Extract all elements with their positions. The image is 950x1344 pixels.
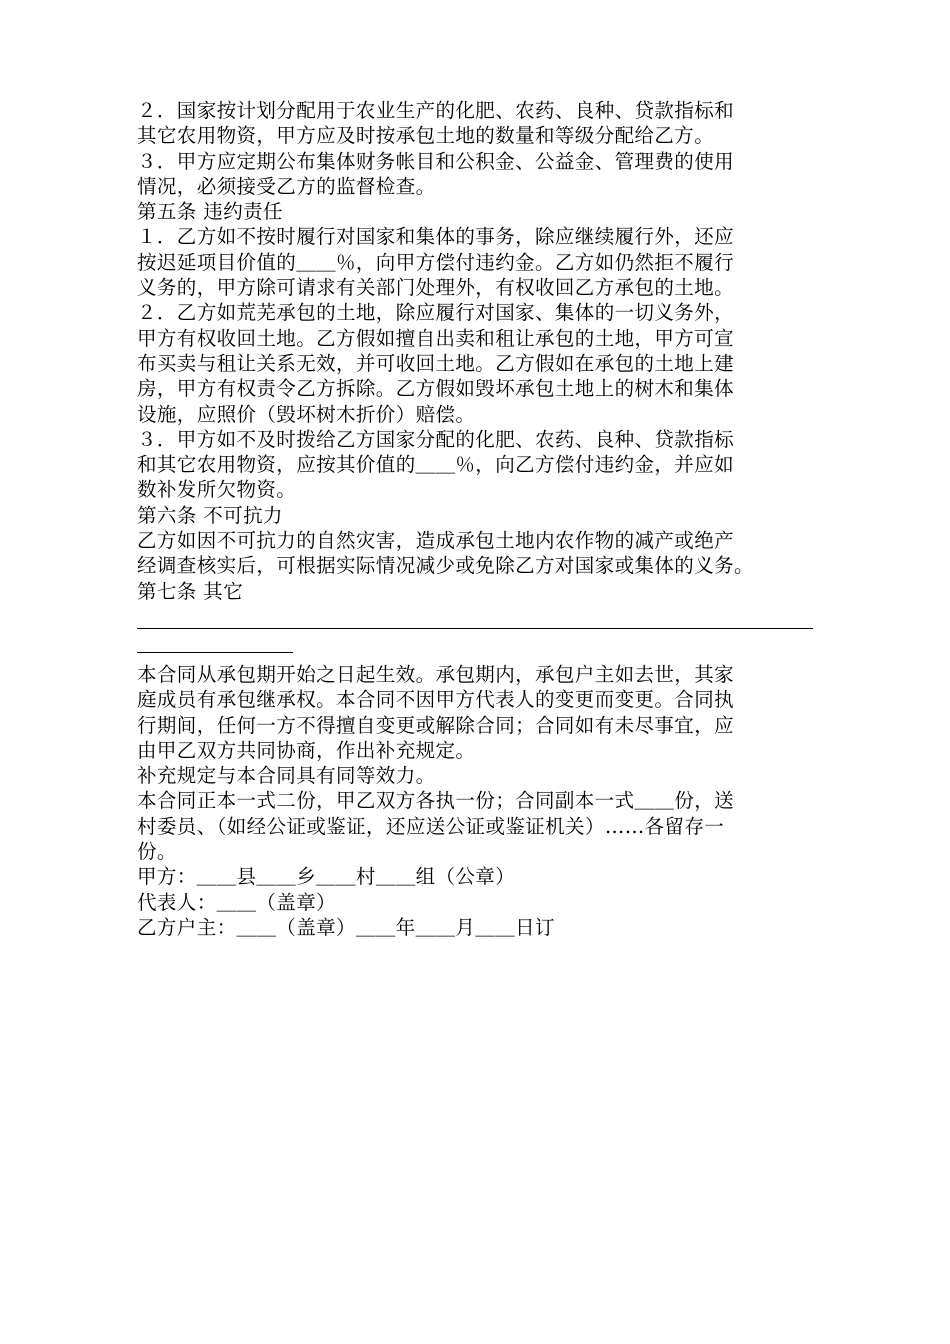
text-line: 经调查核实后，可根据实际情况减少或免除乙方对国家或集体的义务。 — [137, 554, 754, 578]
text-line: 本合同正本一式二份，甲乙双方各执一份；合同副本一式＿＿份，送 — [137, 789, 735, 813]
text-line: 情况，必须接受乙方的监督检查。 — [137, 174, 436, 198]
text-line: 数补发所欠物资。 — [137, 478, 297, 502]
text-line: 甲方有权收回土地。乙方假如擅自出卖和租让承包的土地，甲方可宣 — [137, 326, 735, 350]
text-line: 和其它农用物资，应按其价值的＿＿％，向乙方偿付违约金，并应如 — [137, 453, 735, 477]
text-line: 布买卖与租让关系无效，并可收回土地。乙方假如在承包的土地上建 — [137, 351, 735, 375]
party-a-signature-line: 甲方：＿＿县＿＿乡＿＿村＿＿组（公章） — [137, 865, 516, 889]
text-line: 乙方如因不可抗力的自然灾害，造成承包土地内农作物的减产或绝产 — [137, 529, 735, 553]
text-line: 按迟延项目价值的＿＿％，向甲方偿付违约金。乙方如仍然拒不履行 — [137, 250, 735, 274]
contract-page — [137, 98, 817, 940]
section-heading-article-6: 第六条 不可抗力 — [137, 503, 283, 527]
section-heading-article-5: 第五条 违约责任 — [137, 200, 283, 224]
text-line: 房，甲方有权责令乙方拆除。乙方假如毁坏承包土地上的树木和集体 — [137, 377, 735, 401]
contract-text-upper — [137, 98, 817, 604]
text-line: 设施，应照价（毁坏树木折价）赔偿。 — [137, 402, 476, 426]
contract-text-lower — [137, 662, 817, 940]
text-line: 其它农用物资，甲方应及时按承包土地的数量和等级分配给乙方。 — [137, 124, 715, 148]
text-line: 本合同从承包期开始之日起生效。承包期内，承包户主如去世，其家 — [137, 662, 735, 686]
text-line: 庭成员有承包继承权。本合同不因甲方代表人的变更而变更。合同执 — [137, 688, 735, 712]
text-line: ３．甲方应定期公布集体财务帐目和公积金、公益金、管理费的使用 — [137, 149, 735, 173]
section-heading-article-7: 第七条 其它 — [137, 579, 244, 603]
representative-signature-line: 代表人：＿＿（盖章） — [137, 890, 337, 914]
text-line: １．乙方如不按时履行对国家和集体的事务，除应继续履行外，还应 — [137, 225, 735, 249]
text-line: 行期间，任何一方不得擅自变更或解除合同；合同如有未尽事宜，应 — [137, 713, 735, 737]
text-line: 村委员、（如经公证或鉴证，还应送公证或鉴证机关）……各留存一 — [137, 814, 725, 838]
blank-fill-lines — [137, 604, 817, 662]
text-line: ３．甲方如不及时拨给乙方国家分配的化肥、农药、良种、贷款指标 — [137, 427, 735, 451]
blank-line-full — [137, 628, 813, 629]
text-line: 份。 — [137, 840, 177, 864]
text-line: ２．国家按计划分配用于农业生产的化肥、农药、良种、贷款指标和 — [137, 99, 735, 122]
text-line: 补充规定与本合同具有同等效力。 — [137, 764, 436, 788]
text-line: 义务的，甲方除可请求有关部门处理外，有权收回乙方承包的土地。 — [137, 276, 735, 300]
party-b-signature-line: 乙方户主：＿＿（盖章）＿＿年＿＿月＿＿日订 — [137, 915, 555, 939]
text-line: 由甲乙双方共同协商，作出补充规定。 — [137, 738, 476, 762]
text-line: ２．乙方如荒芜承包的土地，除应履行对国家、集体的一切义务外， — [137, 301, 735, 325]
blank-line-short — [137, 652, 293, 653]
